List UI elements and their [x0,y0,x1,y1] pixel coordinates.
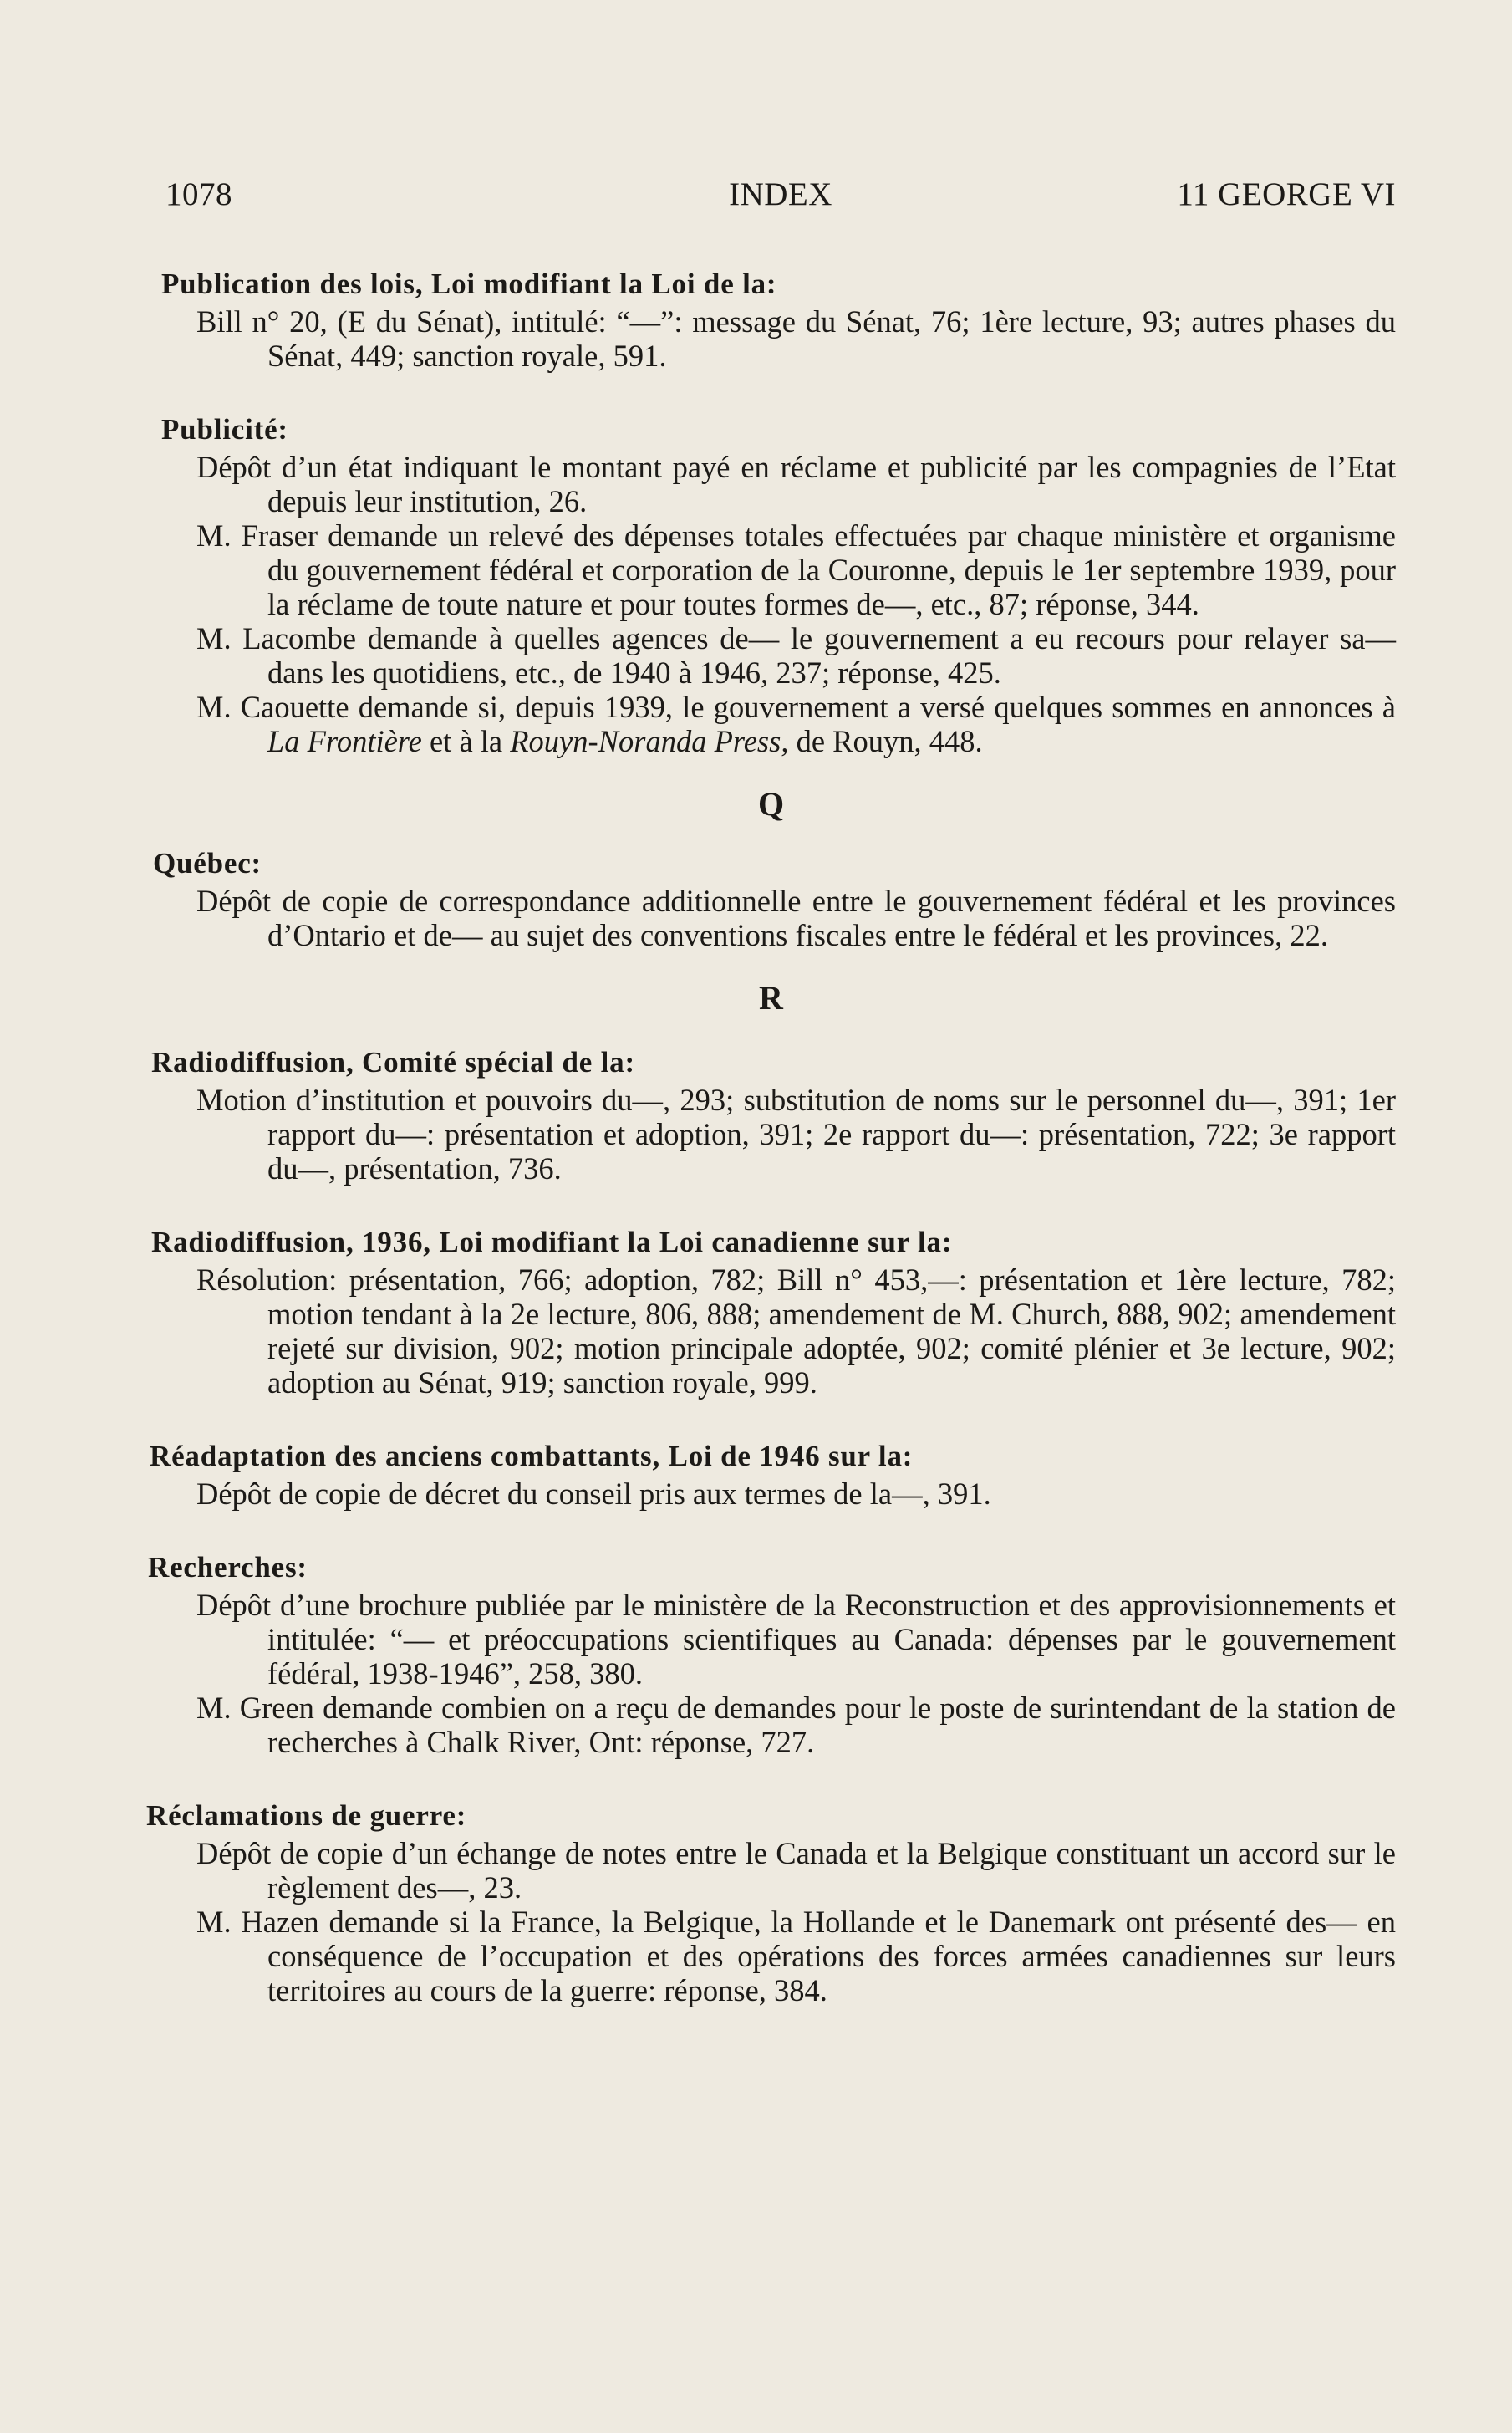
entry-item: M. Green demande combien on a reçu de demandes pour le poste de surintendant de la station de recherches à Chalk River, Ont: réponse, 727. [196,1691,1396,1759]
page-number: 1078 [165,176,232,212]
item-text: M. Caouette demande si, depuis 1939, le gouvernement a versé quelques sommes en annonces à [196,690,1396,724]
running-head [165,176,1396,217]
entry-item: Dépôt de copie de décret du conseil pris aux termes de la—, 391. [196,1477,991,1511]
volume-label: 11 GEORGE VI [1177,176,1396,212]
entry-item: Résolution: présentation, 766; adoption, 782; Bill n° 453,—: présentation et 1ère lecture, 782; motion tendant à la 2e lecture, 806, 888; amendement de M. Church, 888, 902; amendement rejeté sur division, 902; motion principale adoptée, 902; comité plénier et 3e lecture, 902; adoption au Sénat, 919; sanction royale, 999. [196,1262,1396,1400]
index-content [146,266,1396,2046]
letter-divider-r: R [759,979,783,1017]
entry-item: Motion d’institution et pouvoirs du—, 293; substitution de noms sur le personnel du—, 391; 1er rapport du—: présentation et adoption, 391; 2e rapport du—: présentation, 722; 3e rapport du—, présentation, 736. [196,1083,1396,1186]
entry-item: Dépôt de copie d’un échange de notes entre le Canada et la Belgique constituant un accord sur le règlement des—, 23. [196,1836,1396,1905]
entry-heading: Publication des lois, Loi modifiant la Loi de la: [161,268,777,300]
newspaper-title: Rouyn-Noranda Press, [510,724,789,758]
letter-divider-q: Q [757,785,785,823]
entry-publication [146,266,1396,373]
entry-readaptation [146,1438,1396,1511]
entry-heading: Réadaptation des anciens combattants, Loi de 1946 sur la: [150,1440,914,1472]
entry-heading: Recherches: [148,1551,308,1584]
entry-item: M. Lacombe demande à quelles agences de— le gouvernement a eu recours pour relayer sa— dans les quotidiens, etc., de 1940 à 1946, 237; réponse, 425. [196,621,1396,690]
entry-heading: Radiodiffusion, 1936, Loi modifiant la Loi canadienne sur la: [151,1226,953,1258]
page-title: INDEX [729,176,832,212]
entry-item: M. Hazen demande si la France, la Belgique, la Hollande et le Danemark ont présenté des— en conséquence de l’occupation et des opérations des forces armées canadiennes sur leurs territoires au cours de la guerre: réponse, 384. [196,1905,1396,2007]
entry-reclamations [146,1798,1396,2007]
entry-item: Bill n° 20, (E du Sénat), intitulé: “—”: message du Sénat, 76; 1ère lecture, 93; autres phases du Sénat, 449; sanction royale, 591. [196,304,1396,373]
entry-item: Dépôt d’une brochure publiée par le ministère de la Reconstruction et des approvisionnements et intitulée: “— et préoccupations scientifiques au Canada: dépenses par le gouvernement fédéral, 1938-1946”, 258, 380. [196,1588,1396,1691]
entry-heading: Québec: [153,847,262,880]
entry-heading: Réclamations de guerre: [146,1799,467,1832]
entry-radio-comite [146,1044,1396,1186]
entry-publicite [146,411,1396,758]
entry-quebec [146,845,1396,952]
entry-heading: Radiodiffusion, Comité spécial de la: [151,1046,635,1079]
entry-item: M. Fraser demande un relevé des dépenses totales effectuées par chaque ministère et organisme du gouvernement fédéral et corporation de la Couronne, depuis le 1er septembre 1939, pour la réclame de toute nature et pour toutes formes de—, etc., 87; réponse, 344. [196,518,1396,621]
entry-recherches [146,1549,1396,1759]
newspaper-title: La Frontière [267,724,422,758]
entry-item: Dépôt de copie de correspondance additionnelle entre le gouvernement fédéral et les provinces d’Ontario et de— au sujet des conventions fiscales entre le fédéral et les provinces, 22. [196,884,1396,952]
item-text: et à la [421,724,511,758]
entry-radio-loi [146,1224,1396,1400]
entry-heading: Publicité: [161,413,288,446]
entry-item-caouette [146,690,1396,758]
item-text: de Rouyn, 448. [788,724,983,758]
entry-item: Dépôt d’un état indiquant le montant payé en réclame et publicité par les compagnies de l’Etat depuis leur institution, 26. [196,450,1396,518]
